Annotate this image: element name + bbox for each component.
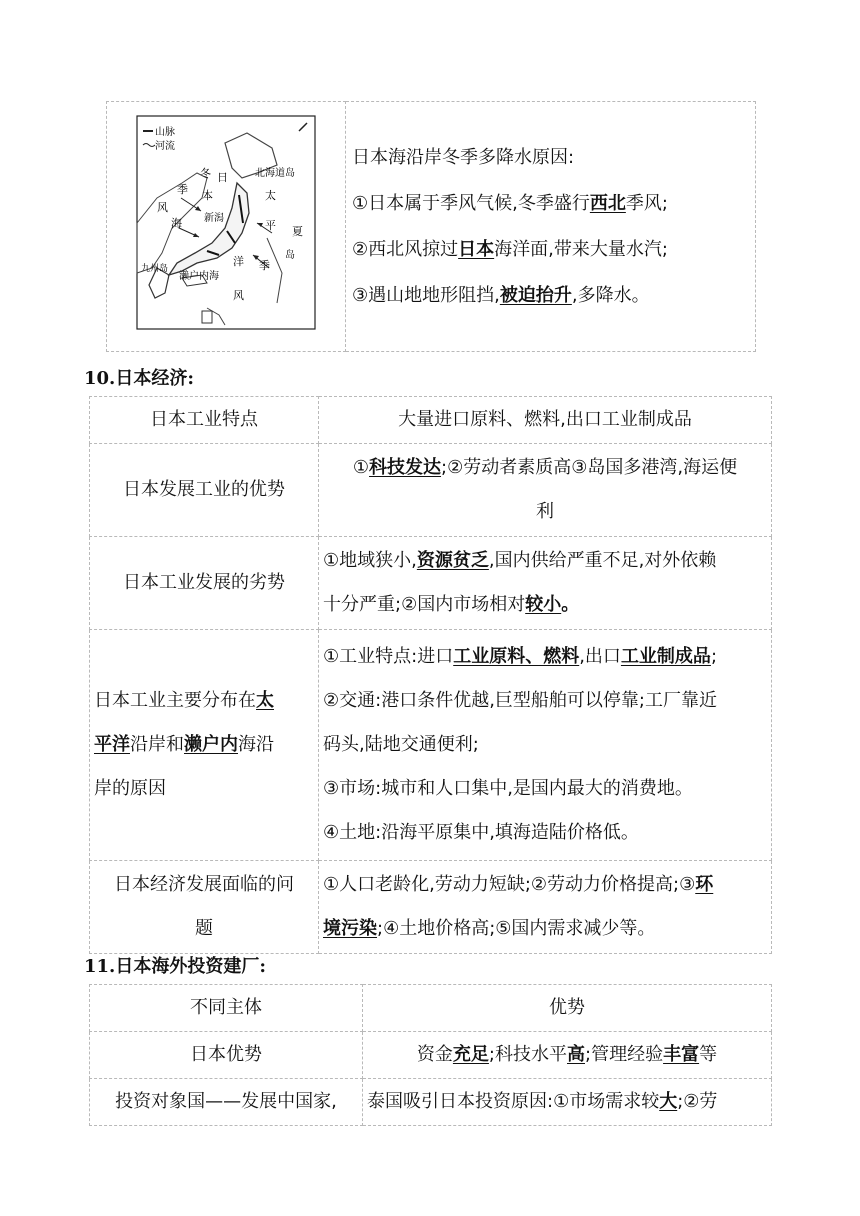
label-xia: 夏 bbox=[292, 225, 303, 238]
econ-label-2: 日本发展工业的优势 bbox=[90, 444, 319, 537]
section-11-heading: 11.日本海外投资建厂: bbox=[84, 956, 266, 977]
econ-label-4: 日本工业主要分布在太 平洋沿岸和濑户内海沿 岸的原因 bbox=[90, 630, 319, 861]
climate-title: 日本海沿岸冬季多降水原因: bbox=[352, 146, 575, 168]
econ-value-2: ①科技发达;②劳动者素质高③岛国多港湾,海运便 利 bbox=[319, 444, 772, 537]
climate-reason-cell bbox=[346, 102, 756, 352]
invest-header-2: 优势 bbox=[363, 985, 772, 1032]
invest-header-1: 不同主体 bbox=[90, 985, 363, 1032]
table-row bbox=[90, 1079, 772, 1126]
climate-line3: ③遇山地地形阻挡,被迫抬升,多降水。 bbox=[352, 284, 650, 306]
label-winter-1: 冬 bbox=[200, 167, 211, 180]
climate-table bbox=[106, 101, 756, 352]
invest-label-1: 日本优势 bbox=[90, 1032, 363, 1079]
label-ji: 季 bbox=[259, 259, 270, 272]
table-row bbox=[90, 537, 772, 630]
table-row bbox=[90, 1032, 772, 1079]
label-dao: 岛 bbox=[285, 250, 295, 261]
legend-river: 河流 bbox=[155, 141, 175, 152]
legend-mountain: 山脉 bbox=[155, 127, 175, 138]
label-niigata: 新潟 bbox=[204, 213, 224, 224]
invest-label-2: 投资对象国——发展中国家, bbox=[90, 1079, 363, 1126]
label-tai: 太 bbox=[265, 189, 276, 202]
table-row bbox=[90, 444, 772, 537]
japan-monsoon-map bbox=[107, 103, 345, 350]
climate-line1: ①日本属于季风气候,冬季盛行西北季风; bbox=[352, 192, 668, 214]
label-winter-3: 风 bbox=[157, 201, 168, 214]
label-ri: 日 bbox=[217, 171, 228, 184]
econ-label-1: 日本工业特点 bbox=[90, 397, 319, 444]
label-seto: 濑户内海 bbox=[179, 271, 219, 282]
label-winter-2: 季 bbox=[177, 183, 188, 196]
economy-table bbox=[89, 396, 772, 954]
label-kyushu: 九州岛 bbox=[141, 264, 169, 274]
econ-value-1: 大量进口原料、燃料,出口工业制成品 bbox=[319, 397, 772, 444]
econ-label-3: 日本工业发展的劣势 bbox=[90, 537, 319, 630]
label-hai: 海 bbox=[171, 217, 182, 230]
investment-table bbox=[89, 984, 772, 1126]
japan-map-cell bbox=[107, 102, 346, 352]
climate-line2: ②西北风掠过日本海洋面,带来大量水汽; bbox=[352, 238, 668, 260]
invest-value-2: 泰国吸引日本投资原因:①市场需求较大;②劳 bbox=[363, 1079, 772, 1126]
table-row bbox=[90, 985, 772, 1032]
econ-label-5: 日本经济发展面临的问 题 bbox=[90, 861, 319, 954]
label-hokkaido: 北海道岛 bbox=[255, 168, 295, 179]
label-feng: 风 bbox=[233, 289, 244, 302]
label-ping: 平 bbox=[265, 219, 276, 232]
table-row bbox=[90, 397, 772, 444]
econ-value-4: ①工业特点:进口工业原料、燃料,出口工业制成品; ②交通:港口条件优越,巨型船舶可以停靠;工厂靠近 码头,陆地交通便利; ③市场:城市和人口集中,是国内最大的消费地。 ④土地:沿海平原集中,填海造陆价格低。 bbox=[319, 630, 772, 861]
table-row bbox=[90, 861, 772, 954]
invest-value-1: 资金充足;科技水平高;管理经验丰富等 bbox=[363, 1032, 772, 1079]
section-10-heading: 10.日本经济: bbox=[84, 368, 194, 389]
econ-value-5: ①人口老龄化,劳动力短缺;②劳动力价格提高;③环 境污染;④土地价格高;⑤国内需求减少等。 bbox=[319, 861, 772, 954]
econ-value-3: ①地域狭小,资源贫乏,国内供给严重不足,对外依赖 十分严重;②国内市场相对较小。 bbox=[319, 537, 772, 630]
label-ben: 本 bbox=[202, 189, 213, 202]
table-row bbox=[90, 630, 772, 861]
label-yang: 洋 bbox=[233, 255, 244, 268]
